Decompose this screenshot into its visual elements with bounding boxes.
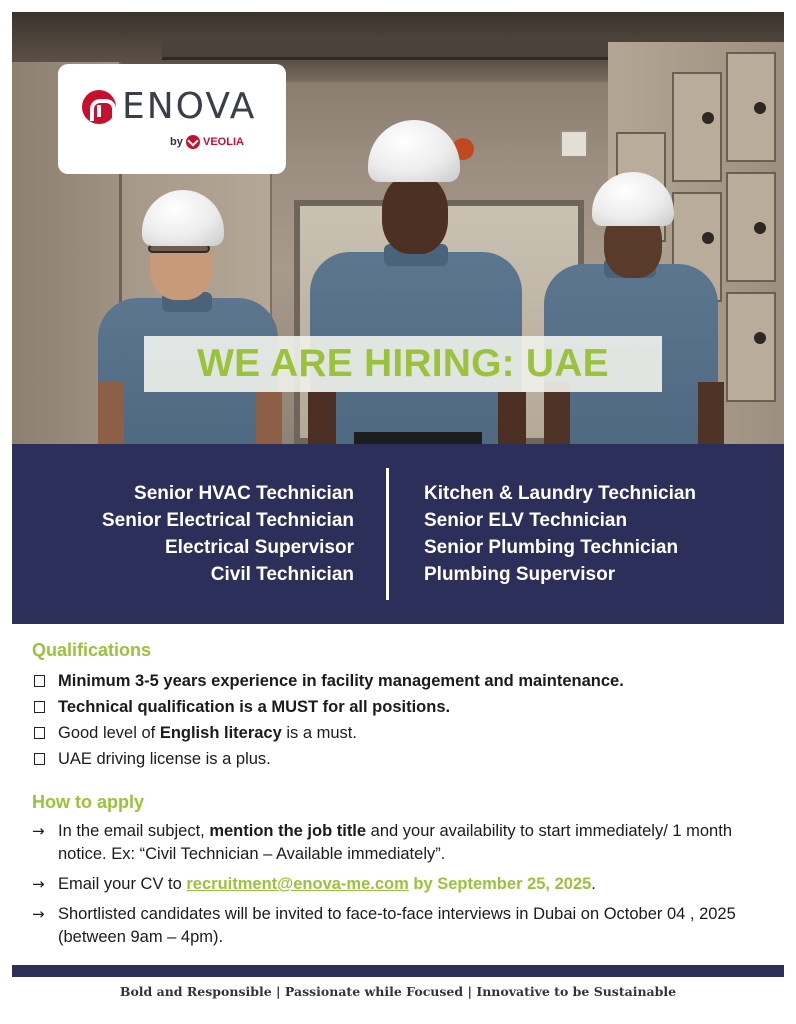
- checkbox-icon: [34, 701, 45, 713]
- job-title: Kitchen & Laundry Technician: [424, 483, 697, 504]
- job-poster: [12, 12, 784, 1008]
- logo-brand-text: ENOVA: [122, 86, 257, 127]
- enova-logo-icon: [82, 90, 116, 124]
- list-item: → In the email subject, mention the job title and your availability to start immediately/ 1 month notice. Ex: “Civil Technician – Available immediately”.: [32, 822, 732, 863]
- job-title: Senior Plumbing Technician: [424, 537, 679, 558]
- qualifications-list: [32, 668, 772, 772]
- job-titles-band: [12, 444, 784, 624]
- job-list-left: [102, 480, 354, 588]
- job-title: Senior Electrical Technician: [101, 510, 354, 531]
- job-title: Senior ELV Technician: [424, 510, 628, 531]
- list-item: Good level of English literacy is a must.: [32, 720, 772, 746]
- checkbox-icon: [34, 727, 45, 739]
- email-link[interactable]: recruitment@enova-me.com: [186, 875, 409, 893]
- logo-by-text: by: [170, 136, 183, 148]
- qualifications-heading: Qualifications: [32, 640, 152, 660]
- veolia-logo-icon: [186, 135, 200, 149]
- footer-tagline: Bold and Responsible | Passionate while Focused | Innovative to be Sustainable: [119, 984, 677, 999]
- hiring-banner: WE ARE HIRING: UAE: [144, 336, 662, 392]
- list-item: Technical qualification is a MUST for all positions.: [32, 694, 772, 720]
- arrow-right-icon: →: [32, 822, 45, 840]
- job-title: Civil Technician: [210, 564, 354, 585]
- logo-parent-text: VEOLIA: [203, 136, 244, 148]
- jobs-divider: [386, 468, 389, 600]
- job-title: Plumbing Supervisor: [424, 564, 616, 585]
- checkbox-icon: [34, 675, 45, 687]
- how-to-apply-heading: How to apply: [32, 792, 144, 812]
- job-title: Senior HVAC Technician: [134, 483, 354, 504]
- checkbox-icon: [34, 753, 45, 765]
- list-item: Minimum 3-5 years experience in facility management and maintenance.: [32, 668, 772, 694]
- how-to-apply-list: [32, 820, 772, 956]
- arrow-right-icon: →: [32, 905, 45, 923]
- list-item: → Shortlisted candidates will be invited to face-to-face interviews in Dubai on October 04 , 2025 (between 9am – 4pm).: [32, 905, 736, 946]
- enova-logo: [58, 64, 286, 174]
- list-item: UAE driving license is a plus.: [32, 746, 772, 772]
- hero-photo: [12, 12, 784, 444]
- footer-bar: [12, 965, 784, 977]
- arrow-right-icon: →: [32, 875, 45, 893]
- job-list-right: [424, 480, 696, 588]
- job-title: Electrical Supervisor: [164, 537, 354, 558]
- list-item: → Email your CV to recruitment@enova-me.com by September 25, 2025.: [32, 873, 772, 896]
